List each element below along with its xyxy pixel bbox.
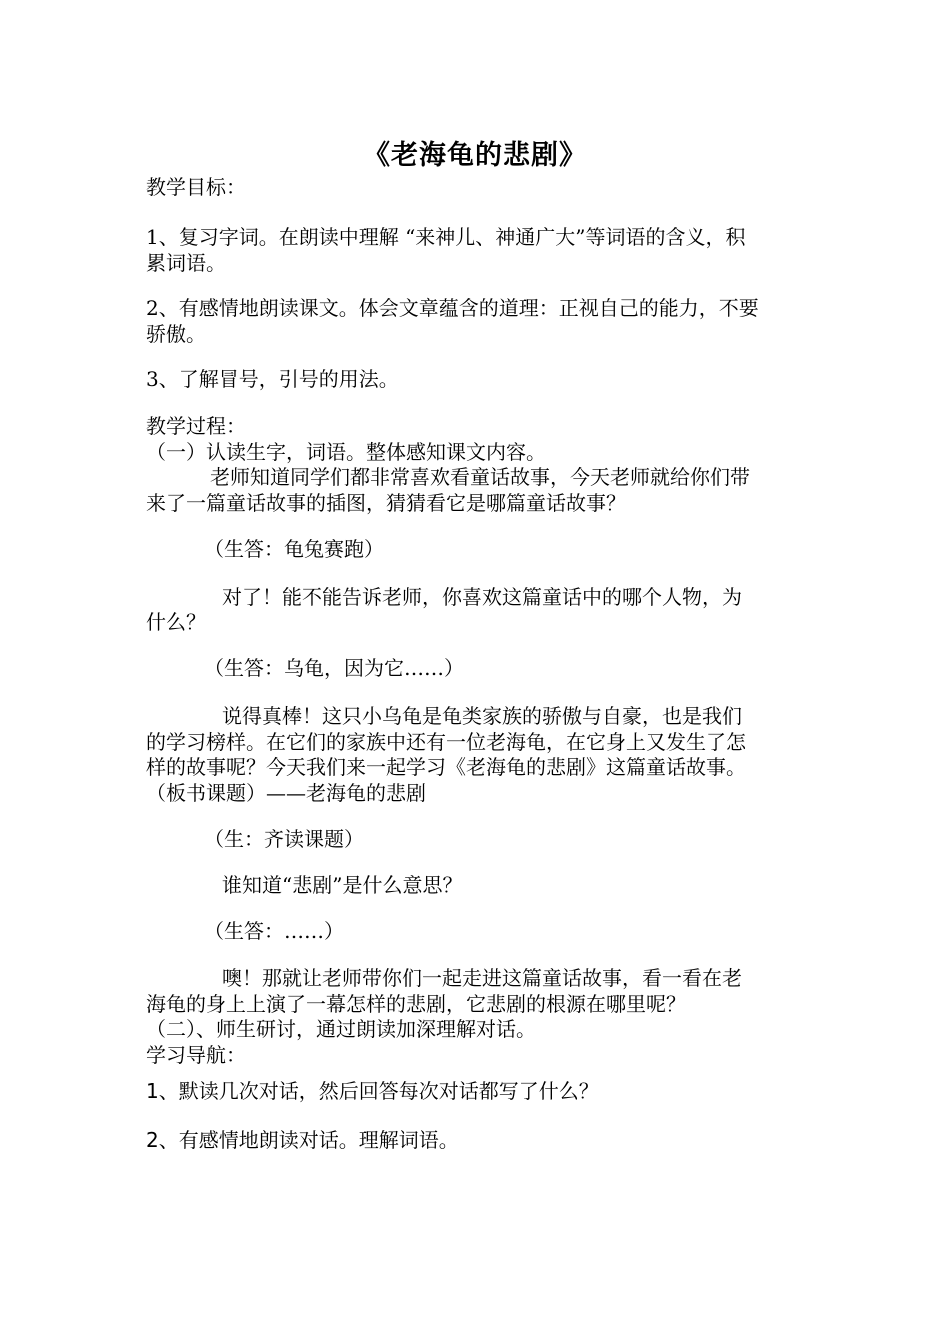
document-title: 《老海龟的悲剧》	[363, 140, 587, 171]
process-step-1: （一）认读生字，词语。整体感知课文内容。	[146, 440, 546, 464]
student-answer-4: （生答：……）	[204, 919, 344, 943]
paragraph-3: 说得真棒！这只小乌龟是龟类家族的骄傲与自豪，也是我们	[222, 704, 742, 728]
paragraph-5: 噢！那就让老师带你们一起走进这篇童话故事，看一看在老	[222, 966, 742, 990]
student-answer-3: （生：齐读课题）	[204, 827, 364, 851]
goal-item-2-cont: 骄傲。	[146, 322, 206, 346]
paragraph-3-cont-1: 的学习榜样。在它们的家族中还有一位老海龟，在它身上又发生了怎	[146, 730, 746, 754]
goal-item-1-cont: 累词语。	[146, 251, 226, 275]
goal-item-3: 3、了解冒号，引号的用法。	[146, 367, 399, 391]
paragraph-2-cont: 什么？	[146, 610, 206, 634]
paragraph-4: 谁知道“悲剧”是什么意思？	[222, 873, 463, 897]
process-step-2: （二）、师生研讨，通过朗读加深理解对话。	[146, 1017, 536, 1041]
goal-item-1: 1、复习字词。在朗读中理解 “来神儿、神通广大”等词语的含义，积	[146, 225, 746, 249]
paragraph-2: 对了！能不能告诉老师，你喜欢这篇童话中的哪个人物，为	[222, 585, 742, 609]
paragraph-1-cont: 来了一篇童话故事的插图，猜猜看它是哪篇童话故事？	[146, 491, 626, 515]
guide-item-1: 1、默读几次对话，然后回答每次对话都写了什么？	[146, 1079, 599, 1103]
goal-item-2: 2、有感情地朗读课文。体会文章蕴含的道理：正视自己的能力，不要	[146, 296, 759, 320]
paragraph-3-cont-2: 样的故事呢？今天我们来一起学习《老海龟的悲剧》这篇童话故事。	[146, 755, 746, 779]
paragraph-1: 老师知道同学们都非常喜欢看童话故事，今天老师就给你们带	[210, 465, 750, 489]
paragraph-5-cont: 海龟的身上上演了一幕怎样的悲剧，它悲剧的根源在哪里呢？	[146, 992, 686, 1016]
guide-heading: 学习导航：	[146, 1043, 246, 1067]
student-answer-1: （生答：龟兔赛跑）	[204, 537, 384, 561]
guide-item-2: 2、有感情地朗读对话。理解词语。	[146, 1128, 459, 1152]
student-answer-2: （生答：乌龟，因为它……）	[204, 656, 464, 680]
board-title-note: （板书课题）——老海龟的悲剧	[146, 781, 426, 805]
goals-heading: 教学目标：	[146, 175, 246, 199]
process-heading: 教学过程：	[146, 414, 246, 438]
